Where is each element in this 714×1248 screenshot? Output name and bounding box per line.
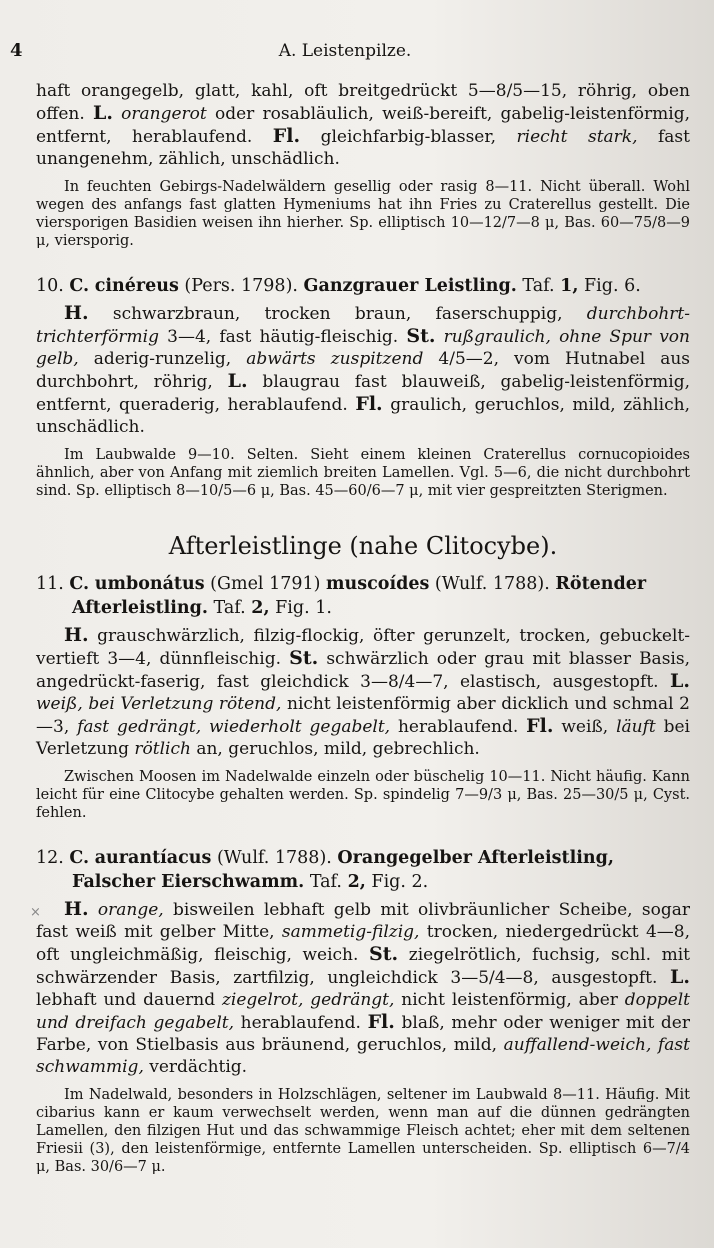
pencil-cross-mark: ×: [30, 905, 41, 920]
entry-9-note: In feuchten Gebirgs-Nadelwäldern gesellig oder rasig 8—11. Nicht überall. Wohl wegen des anfangs fast glatten Hymeniums hat ihn Fries zu Craterellus gestellt. Die viersporigen Basidien weisen ihn hierher. Sp. elliptisch 10—12/7—8 μ, Bas. 60—75/8—9 μ, viersporig.: [36, 179, 690, 249]
entry-9-continuation: [36, 80, 690, 250]
entry-description: H. orange, bisweilen lebhaft gelb mit olivbräunlicher Scheibe, sogar fast weiß mit gelber Mitte, sammetig-filzig, trocken, niedergedrückt 4—8, oft ungleichmäßig, fleischig, weich. St. ziegelrötlich, fuchsig, schl. mit schwärzender Basis, zartfilzig, ungleichdick 3—5/4—8, ausgestopft. L. lebhaft und dauernd ziegelrot, gedrängt, nicht leistenförmig, aber doppelt und dreifach gegabelt, herablaufend. Fl. blaß, mehr oder weniger mit der Farbe, von Stielbasis aus bräunend, geruchlos, mild, auffallend-weich, fast schwammig, verdächtig.: [36, 898, 691, 1077]
running-head: A. Leistenpilze.: [278, 41, 412, 61]
entry-note: Im Nadelwald, besonders in Holzschlägen, seltener im Laubwald 8—11. Häufig. Mit cibarius kann er kaum verwechselt werden, wenn man auf die dünnen gedrängten Lamellen, den filzigen Hut und das schwammige Fleisch achtet; eher mit dem seltenen Friesii (3), den leistenförmige, entfernte Lamellen unterscheiden. Sp. elliptisch 6—7/4 μ, Bas. 30/6—7 μ.: [36, 1087, 690, 1175]
section-title: Afterleistlinge (nahe Clitocybe).: [168, 532, 558, 560]
entry-description: H. grauschwärzlich, filzig-flockig, öfter gerunzelt, trocken, gebuckelt-vertieft 3—4, dünnfleischig. St. schwärzlich oder grau mit blasser Basis, angedrückt-faserig, fast gleichdick 3—8/4—7, elastisch, ausgestopft. L. weiß, bei Verletzung rötend, nicht leistenförmig aber dicklich und schmal 2—3, fast gedrängt, wiederholt gegabelt, herablaufend. Fl. weiß, läuft bei Verletzung rötlich an, geruchlos, mild, gebrechlich.: [36, 624, 691, 759]
page-number: 4: [10, 40, 23, 61]
page-header: [10, 40, 690, 80]
entry-10: [36, 274, 690, 500]
entry-12: [36, 846, 690, 1176]
entry-11: [36, 572, 690, 822]
entry-9-description: haft orangegelb, glatt, kahl, oft breitgedrückt 5—8/5—15, röhrig, oben offen. L. orangerot oder rosabläulich, weiß-bereift, gabelig-leistenförmig, entfernt, herablaufend. Fl. gleichfarbig-blasser, riecht stark, fast unangenehm, zählich, unschädlich.: [36, 81, 690, 169]
entry-description: H. schwarzbraun, trocken braun, faserschuppig, durchbohrt-trichterförmig 3—4, fast häutig-fleischig. St. rußgraulich, ohne Spur von gelb, aderig-runzelig, abwärts zuspitzend 4/5—2, vom Hutnabel aus durchbohrt, röhrig, L. blaugrau fast blauweiß, gabelig-leistenförmig, entfernt, queraderig, herablaufend. Fl. graulich, geruchlos, mild, zählich, unschädlich.: [36, 302, 691, 437]
entry-heading: 12. C. aurantíacus (Wulf. 1788). Orangegelber Afterleistling, Falscher Eierschwamm. Taf. 2, Fig. 2.: [36, 848, 614, 892]
entry-note: Im Laubwalde 9—10. Selten. Sieht einem kleinen Craterellus cornucopioides ähnlich, aber von Anfang mit ziemlich breiten Lamellen. Vgl. 5—6, die nicht durchbohrt sind. Sp. elliptisch 8—10/5—6 μ, Bas. 45—60/6—7 μ, mit vier gespreitzten Sterigmen.: [36, 447, 690, 499]
entry-note: Zwischen Moosen im Nadelwalde einzeln oder büschelig 10—11. Nicht häufig. Kann leicht für eine Clitocybe gehalten werden. Sp. spindelig 7—9/3 μ, Bas. 25—30/5 μ, Cyst. fehlen.: [36, 769, 690, 821]
entry-heading: 11. C. umbonátus (Gmel 1791) muscoídes (Wulf. 1788). Rötender Afterleistling. Taf. 2, Fig. 1.: [36, 574, 647, 618]
entry-heading: 10. C. cinéreus (Pers. 1798). Ganzgrauer Leistling. Taf. 1, Fig. 6.: [36, 276, 641, 296]
